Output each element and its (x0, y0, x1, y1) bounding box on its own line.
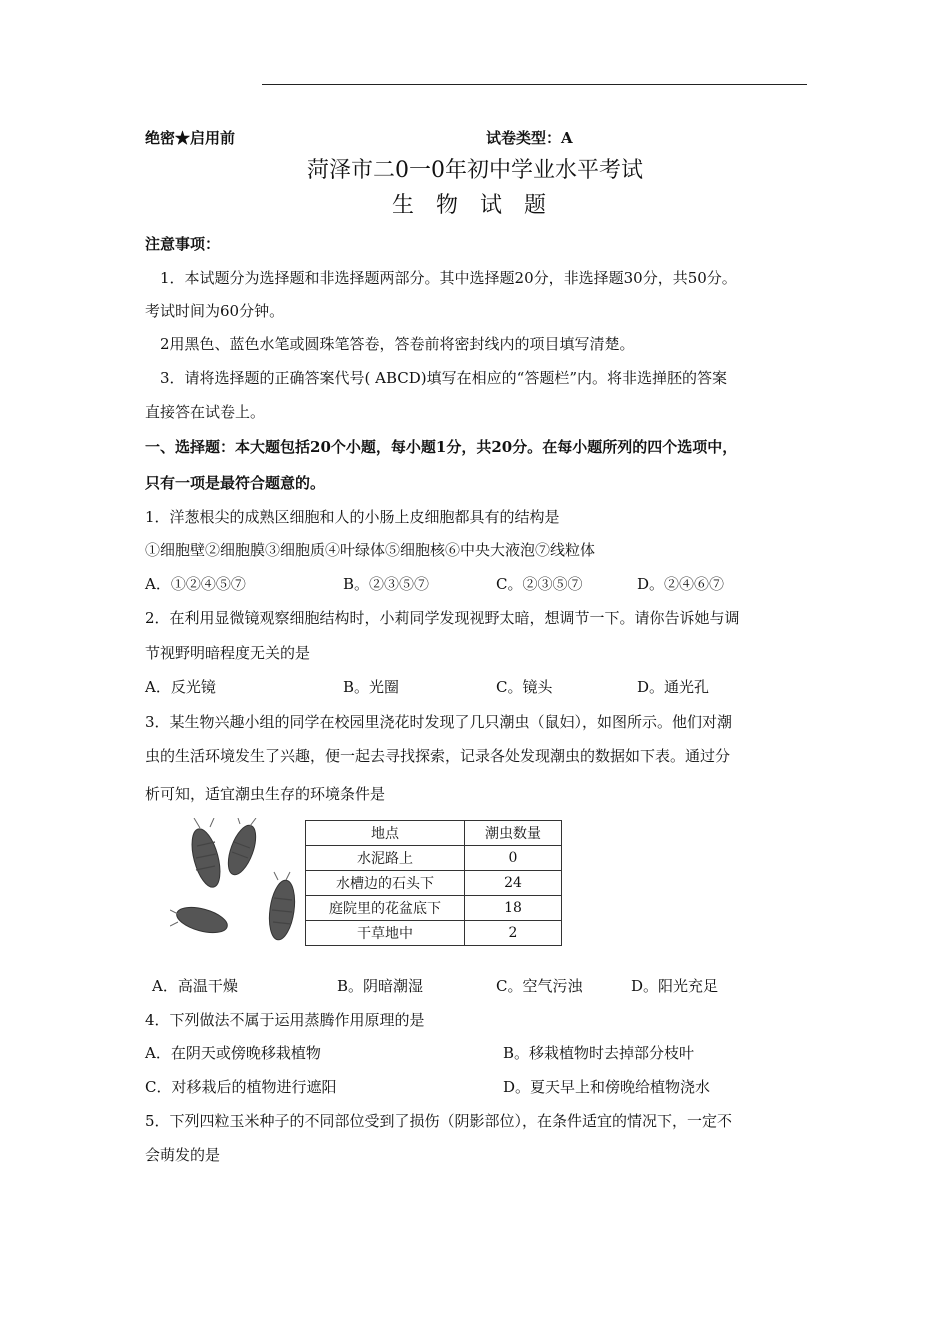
notice-item-1-cont: 考试时间为60分钟。 (145, 302, 285, 320)
page-title: 菏泽市二0一0年初中学业水平考试 (307, 158, 643, 183)
q3-stem-cont-1: 虫的生活环境发生了兴趣，便一起去寻找探索，记录各处发现潮虫的数据如下表。通过分 (145, 747, 731, 765)
notice-item-2: 2用黑色、蓝色水笔或圆珠笔答卷，答卷前将密封线内的项目填写清楚。 (160, 335, 635, 353)
q2-option-b: B。光圈 (343, 678, 400, 696)
table-row (306, 921, 562, 946)
q4-option-d: D。夏天早上和傍晚给植物浇水 (503, 1078, 711, 1096)
top-rule (262, 84, 807, 85)
q2-stem: 2．在利用显微镜观察细胞结构时，小莉同学发现视野太暗，想调节一下。请你告诉她与调 (145, 609, 740, 627)
notice-item-3: 3．请将选择题的正确答案代号( ABCD)填写在相应的“答题栏”内。将非选掸胚的答案 (160, 369, 727, 387)
table-row (306, 871, 562, 896)
table-cell: 水槽边的石头下 (306, 871, 465, 896)
paper-type-label: 试卷类型：A (486, 129, 573, 147)
q1-stem: 1．洋葱根尖的成熟区细胞和人的小肠上皮细胞都具有的结构是 (145, 508, 560, 526)
table-cell: 干草地中 (306, 921, 465, 946)
woodlouse-3 (174, 903, 230, 938)
q3-option-d: D。阳光充足 (631, 977, 719, 995)
table-cell: 庭院里的花盆底下 (306, 896, 465, 921)
section-heading: 一、选择题：本大题包括20个小题，每小题1分，共20分。在每小题所列的四个选项中， (145, 438, 738, 456)
woodlouse-2 (223, 822, 261, 878)
woodlouse-illustration (170, 818, 310, 958)
q3-option-a: A．高温干燥 (152, 977, 238, 995)
notice-heading: 注意事项： (145, 235, 221, 253)
q1-list: ①细胞壁②细胞膜③细胞质④叶绿体⑤细胞核⑥中央大液泡⑦线粒体 (145, 541, 596, 559)
q2-stem-cont: 节视野明暗程度无关的是 (145, 644, 311, 662)
table-header-row (306, 821, 562, 846)
table-cell: 2 (465, 921, 562, 946)
q1-option-c: C。②③⑤⑦ (496, 575, 583, 593)
table-cell: 0 (465, 846, 562, 871)
woodlouse-4 (266, 879, 298, 942)
q1-option-b: B。②③⑤⑦ (343, 575, 430, 593)
q4-option-b: B。移栽植物时去掉部分枝叶 (503, 1044, 695, 1062)
woodlouse-1 (187, 826, 226, 890)
subject-title: 生物试题 (391, 193, 568, 218)
q3-option-c: C。空气污浊 (496, 977, 583, 995)
table-header-cell: 潮虫数量 (465, 821, 562, 846)
notice-item-3-cont: 直接答在试卷上。 (145, 403, 266, 421)
section-heading-cont: 只有一项是最符合题意的。 (145, 474, 326, 492)
q4-option-a: A．在阴天或傍晚移栽植物 (145, 1044, 321, 1062)
q5-stem-cont: 会萌发的是 (145, 1146, 221, 1164)
secret-label: 绝密★启用前 (145, 129, 236, 147)
table-row (306, 846, 562, 871)
q2-option-d: D。通光孔 (637, 678, 710, 696)
table-cell: 24 (465, 871, 562, 896)
q1-option-d: D。②④⑥⑦ (637, 575, 725, 593)
table-header-cell: 地点 (306, 821, 465, 846)
table-row (306, 896, 562, 921)
q2-option-a: A．反光镜 (145, 678, 216, 696)
q2-option-c: C。镜头 (496, 678, 553, 696)
woodlouse-count-table (305, 820, 562, 946)
q4-stem: 4．下列做法不属于运用蒸腾作用原理的是 (145, 1011, 425, 1029)
notice-item-1: 1．本试题分为选择题和非选择题两部分。其中选择题20分，非选择题30分，共50分。 (160, 269, 737, 287)
q5-stem: 5．下列四粒玉米种子的不同部位受到了损伤（阴影部位），在条件适宜的情况下，一定不 (145, 1112, 733, 1130)
q3-stem-cont-2: 析可知，适宜潮虫生存的环境条件是 (145, 785, 386, 803)
table-cell: 18 (465, 896, 562, 921)
q3-stem: 3．某生物兴趣小组的同学在校园里浇花时发现了几只潮虫（鼠妇），如图所示。他们对潮 (145, 713, 733, 731)
q4-option-c: C．对移栽后的植物进行遮阳 (145, 1078, 337, 1096)
q1-option-a: A．①②④⑤⑦ (145, 575, 246, 593)
q3-option-b: B。阴暗潮湿 (337, 977, 424, 995)
table-cell: 水泥路上 (306, 846, 465, 871)
